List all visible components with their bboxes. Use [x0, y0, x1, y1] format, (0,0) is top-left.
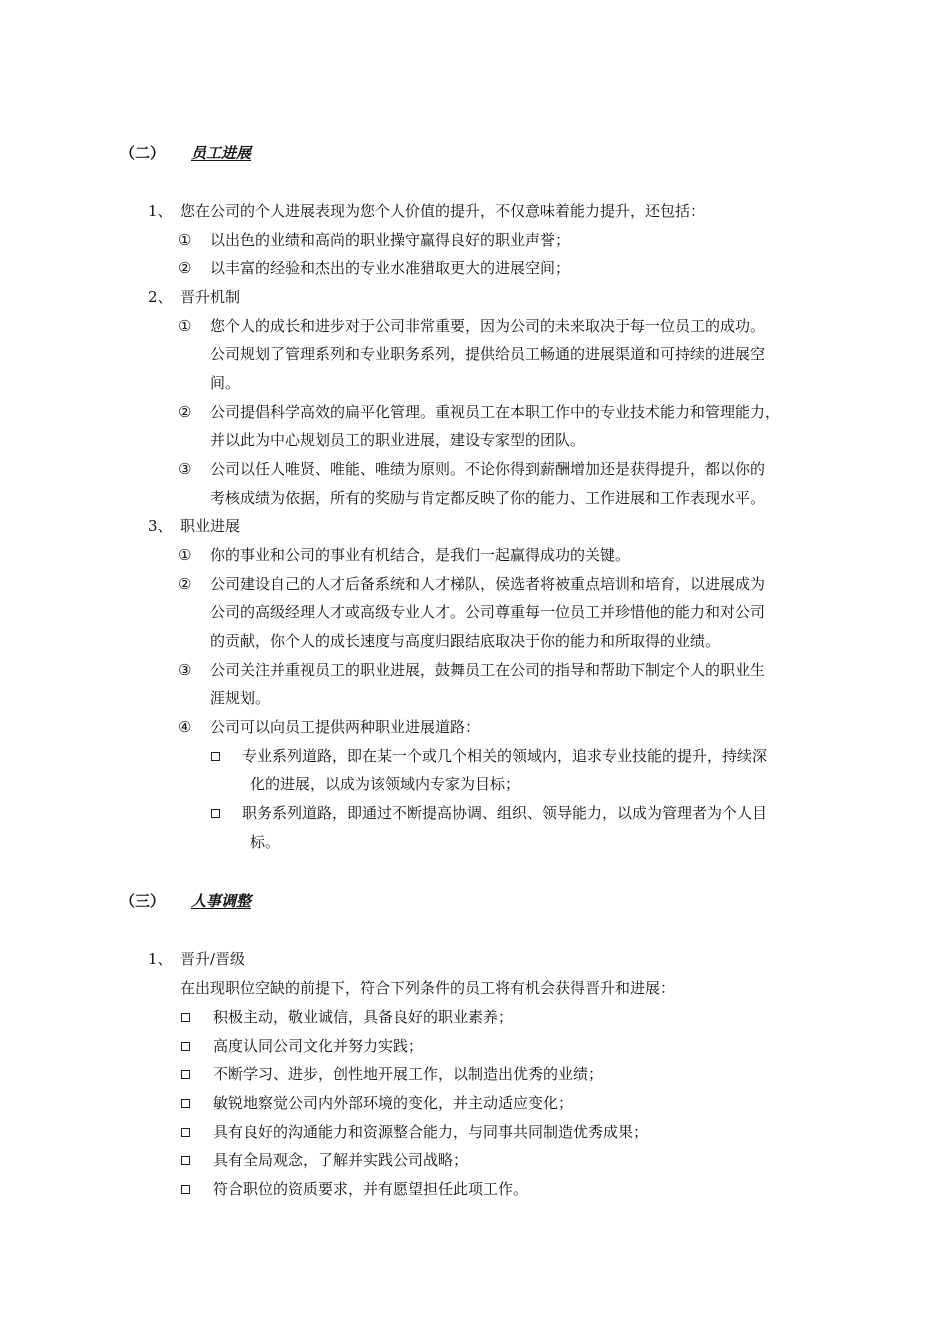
- item-number: 2、: [148, 288, 173, 306]
- sub-item-mark: ③: [178, 661, 192, 679]
- sub-item-line: 涯规划。: [210, 689, 271, 707]
- bullet-line: 标。: [250, 833, 281, 851]
- item-text: 职业进展: [180, 517, 241, 535]
- sub-item-mark: ②: [178, 259, 192, 277]
- sub-item-mark: ②: [178, 403, 192, 421]
- bullet-text: 具有良好的沟通能力和资源整合能力，与同事共同制造优秀成果；: [213, 1123, 649, 1141]
- square-bullet-icon: [181, 1128, 190, 1137]
- sub-item-text: 以出色的业绩和高尚的职业操守赢得良好的职业声誉；: [210, 231, 571, 249]
- section-number: （三）: [120, 892, 166, 910]
- item-text: 您在公司的个人进展表现为您个人价值的提升，不仅意味着能力提升，还包括：: [180, 202, 706, 220]
- section-heading: [120, 891, 251, 911]
- square-bullet-icon: [211, 752, 220, 761]
- sub-item-mark: ①: [178, 317, 192, 335]
- sub-item-line: 公司关注并重视员工的职业进展，鼓舞员工在公司的指导和帮助下制定个人的职业生: [210, 661, 766, 679]
- sub-item-line: 公司可以向员工提供两种职业进展道路：: [210, 718, 481, 736]
- section-heading: [120, 143, 251, 163]
- sub-item-line: 公司以任人唯贤、唯能、唯绩为原则。不论你得到薪酬增加还是获得提升，都以你的: [210, 460, 766, 478]
- bullet-text: 具有全局观念，了解并实践公司战略；: [213, 1151, 469, 1169]
- sub-item-line: 并以此为中心规划员工的职业进展，建设专家型的团队。: [210, 431, 586, 449]
- sub-item-line: 公司提倡科学高效的扁平化管理。重视员工在本职工作中的专业技术能力和管理能力，: [210, 403, 781, 421]
- section-title: 员工进展: [191, 144, 252, 162]
- sub-item-line: 公司规划了管理系列和专业职务系列，提供给员工畅通的进展渠道和可持续的进展空: [210, 345, 766, 363]
- bullet-line: 专业系列道路，即在某一个或几个相关的领域内，追求专业技能的提升，持续深: [242, 747, 768, 765]
- sub-item-mark: ①: [178, 546, 192, 564]
- section-title: 人事调整: [191, 892, 252, 910]
- bullet-text: 符合职位的资质要求，并有愿望担任此项工作。: [213, 1180, 529, 1198]
- bullet-line: 化的进展，以成为该领域内专家为目标；: [250, 775, 521, 793]
- bullet-text: 不断学习、进步，创性地开展工作，以制造出优秀的业绩；: [213, 1065, 604, 1083]
- item-text: 晋升机制: [180, 288, 241, 306]
- square-bullet-icon: [181, 1013, 190, 1022]
- square-bullet-icon: [181, 1156, 190, 1165]
- item-number: 1、: [148, 950, 173, 968]
- bullet-text: 敏锐地察觉公司内外部环境的变化，并主动适应变化；: [213, 1094, 574, 1112]
- square-bullet-icon: [211, 809, 220, 818]
- bullet-line: 职务系列道路，即通过不断提高协调、组织、领导能力，以成为管理者为个人目: [242, 804, 768, 822]
- sub-item-line: 考核成绩为依据，所有的奖励与肯定都反映了你的能力、工作进展和工作表现水平。: [210, 489, 766, 507]
- sub-item-line: 您个人的成长和进步对于公司非常重要，因为公司的未来取决于每一位员工的成功。: [210, 317, 766, 335]
- bullet-text: 积极主动，敬业诚信，具备良好的职业素养；: [213, 1008, 514, 1026]
- sub-item-line: 公司的高级经理人才或高级专业人才。公司尊重每一位员工并珍惜他的能力和对公司: [210, 603, 766, 621]
- square-bullet-icon: [181, 1070, 190, 1079]
- sub-item-line: 间。: [210, 374, 241, 392]
- sub-item-mark: ③: [178, 460, 192, 478]
- square-bullet-icon: [181, 1185, 190, 1194]
- square-bullet-icon: [181, 1042, 190, 1051]
- sub-item-mark: ②: [178, 575, 192, 593]
- bullet-text: 高度认同公司文化并努力实践；: [213, 1037, 424, 1055]
- section-number: （二）: [120, 144, 166, 162]
- item-text: 晋升/晋级: [180, 950, 246, 968]
- square-bullet-icon: [181, 1099, 190, 1108]
- sub-item-line: 你的事业和公司的事业有机结合，是我们一起赢得成功的关键。: [210, 546, 631, 564]
- item-number: 1、: [148, 202, 173, 220]
- sub-item-mark: ④: [178, 718, 192, 736]
- sub-item-line: 公司建设自己的人才后备系统和人才梯队，侯选者将被重点培训和培育，以进展成为: [210, 575, 766, 593]
- sub-item-line: 的贡献，你个人的成长速度与高度归跟结底取决于你的能力和所取得的业绩。: [210, 632, 721, 650]
- item-number: 3、: [148, 517, 173, 535]
- sub-item-text: 以丰富的经验和杰出的专业水准猎取更大的进展空间；: [210, 259, 571, 277]
- intro-text: 在出现职位空缺的前提下，符合下列条件的员工将有机会获得晋升和进展：: [180, 979, 676, 997]
- sub-item-mark: ①: [178, 231, 192, 249]
